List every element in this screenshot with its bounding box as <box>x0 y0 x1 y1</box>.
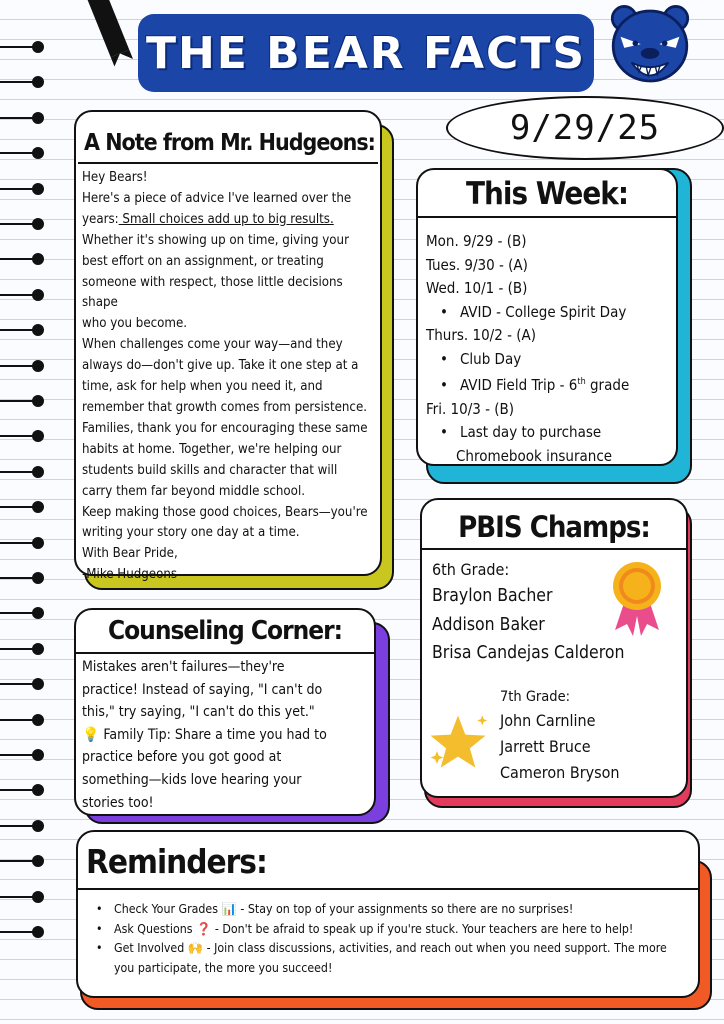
note-line: Keep making those good choices, Bears—you're <box>82 504 368 520</box>
star-icon <box>426 710 490 774</box>
binding-ring <box>0 75 46 89</box>
binding-ring <box>0 111 46 125</box>
counseling-line: something—kids love hearing your <box>82 771 302 788</box>
binding-ring <box>0 536 46 550</box>
counseling-line: practice before you got good at <box>82 749 282 766</box>
page-title: THE BEAR FACTS <box>145 27 587 79</box>
binding-ring <box>0 252 46 266</box>
counseling-body <box>82 656 376 814</box>
reminders-card <box>76 830 700 998</box>
medal-icon <box>604 558 670 638</box>
week-title: This Week: <box>466 176 628 212</box>
reminder-item: • Ask Questions ❓ - Don't be afraid to speak up if you're stuck. Your teachers are here to help! <box>114 920 684 940</box>
binding-ring <box>0 854 46 868</box>
pbis-title-underline <box>422 548 686 550</box>
note-line: writing your story one day at a time. <box>82 525 300 541</box>
note-key-phrase: Small choices add up to big results. <box>118 211 334 227</box>
binding-ring <box>0 713 46 727</box>
note-line: time, ask for help when you need it, and <box>82 379 323 395</box>
note-card <box>74 110 382 583</box>
note-line: best effort on an assignment, or treating <box>82 253 324 269</box>
note-line <box>82 210 382 231</box>
counseling-line: Mistakes aren't failures—they're <box>82 659 285 675</box>
binding-ring <box>0 429 46 443</box>
binding-ring <box>0 925 46 939</box>
counseling-card <box>74 608 376 816</box>
pbis-grade-label: 7th Grade: <box>500 689 570 705</box>
date-oval <box>446 96 724 160</box>
counseling-line: this," try saying, "I can't do this yet." <box>82 704 315 721</box>
counseling-line: stories too! <box>82 794 154 811</box>
pbis-card <box>420 498 688 798</box>
note-line: always do—don't give up. Take it one step at a <box>82 358 359 374</box>
binding-ring <box>0 182 46 196</box>
binding-ring <box>0 465 46 479</box>
week-event: • Club Day <box>426 348 676 372</box>
reminder-item: • Check Your Grades 📊 - Stay on top of your assignments so there are no surprises! <box>114 900 684 920</box>
pbis-student: Brisa Candejas Calderon <box>432 643 625 663</box>
bookmark-ribbon <box>86 0 129 57</box>
week-event-sup: th <box>577 377 586 387</box>
note-title-underline <box>78 162 378 164</box>
binding-ring <box>0 642 46 656</box>
note-line: someone with respect, those little decisions shape <box>82 274 343 311</box>
note-line: Hey Bears! <box>82 170 148 185</box>
note-line: habits at home. Together, we're helping our <box>82 441 342 457</box>
note-line: When challenges come your way—and they <box>82 337 343 353</box>
binding-ring <box>0 394 46 408</box>
binding-ring <box>0 571 46 585</box>
note-line: With Bear Pride, <box>82 546 178 562</box>
binding-ring <box>0 748 46 762</box>
week-event-cont: Chromebook insurance <box>456 446 613 465</box>
binding-ring <box>0 40 46 54</box>
note-line-years: years: <box>82 211 119 227</box>
pbis-student: Jarrett Bruce <box>500 737 591 756</box>
reminder-item: • Get Involved 🙌 - Join class discussions, activities, and reach out when you need support. The more you participate, the more you succeed! <box>114 939 684 978</box>
week-event: • AVID - College Spirit Day <box>426 301 676 325</box>
note-line: students build skills and character that will <box>82 462 338 478</box>
counseling-title: Counseling Corner: <box>107 616 343 646</box>
note-line: who you become. <box>82 316 188 332</box>
pbis-student: Braylon Bacher <box>432 586 553 606</box>
note-line: carry them far beyond middle school. <box>82 483 306 499</box>
binding-ring <box>0 288 46 302</box>
week-event-text: grade <box>585 376 630 394</box>
week-day: Fri. 10/3 - (B) <box>426 399 515 418</box>
reminders-body <box>84 900 684 978</box>
binding-ring <box>0 217 46 231</box>
week-event <box>426 371 676 398</box>
note-line: Here's a piece of advice I've learned over the <box>82 190 352 206</box>
week-day: Tues. 9/30 - (A) <box>426 255 528 274</box>
counseling-line: 💡 Family Tip: Share a time you had to <box>82 726 327 743</box>
binding-ring <box>0 500 46 514</box>
binding-ring <box>0 783 46 797</box>
pbis-student: Addison Baker <box>432 614 545 635</box>
pbis-title: PBIS Champs: <box>458 510 650 544</box>
counseling-line: practice! Instead of saying, "I can't do <box>82 681 323 698</box>
week-schedule <box>426 230 676 468</box>
week-card <box>416 168 678 466</box>
issue-date: 9/29/25 <box>509 108 661 148</box>
binding-ring <box>0 606 46 620</box>
pbis-student: John Carnline <box>500 711 596 730</box>
title-banner <box>138 14 594 92</box>
reminders-title-underline <box>78 888 698 890</box>
binding-ring <box>0 890 46 904</box>
binding-ring <box>0 819 46 833</box>
pbis-grade-label: 6th Grade: <box>432 560 510 579</box>
pbis-student: Cameron Bryson <box>500 763 620 782</box>
note-title: A Note from Mr. Hudgeons: <box>84 130 375 156</box>
binding-ring <box>0 359 46 373</box>
week-title-underline <box>418 216 676 218</box>
week-day: Mon. 9/29 - (B) <box>426 232 527 250</box>
pbis-sixth-grade <box>432 558 632 668</box>
note-signature: -Mike Hudgeons <box>82 567 178 583</box>
binding-ring <box>0 146 46 160</box>
week-day: Wed. 10/1 - (B) <box>426 279 528 297</box>
binding-ring <box>0 677 46 691</box>
note-line: Whether it's showing up on time, giving your <box>82 232 349 248</box>
note-body <box>82 168 382 586</box>
note-line: Families, thank you for encouraging these same <box>82 420 368 436</box>
note-line: remember that growth comes from persistence. <box>82 399 368 415</box>
counseling-title-underline <box>76 652 374 654</box>
week-event-text: AVID Field Trip - 6 <box>459 376 578 394</box>
bear-mascot-logo <box>604 0 696 92</box>
week-event: • Last day to purchase <box>426 421 676 445</box>
pbis-seventh-grade <box>500 686 680 786</box>
binding-ring <box>0 323 46 337</box>
week-day: Thurs. 10/2 - (A) <box>426 326 536 344</box>
reminders-title: Reminders: <box>86 842 267 881</box>
